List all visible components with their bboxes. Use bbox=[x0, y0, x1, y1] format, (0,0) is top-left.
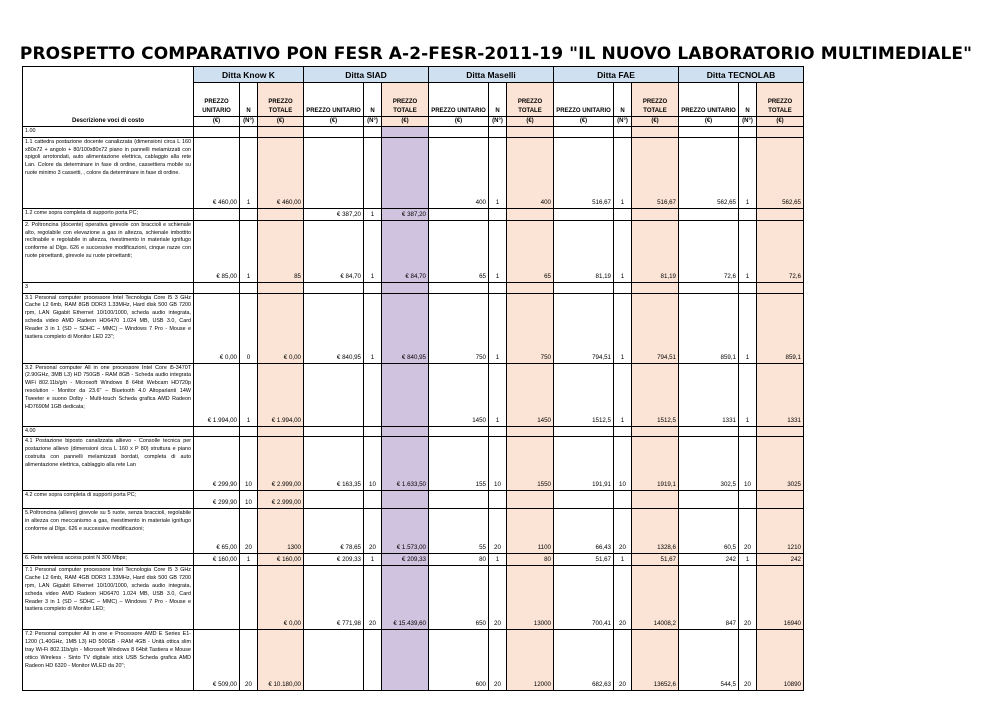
quantity-cell bbox=[364, 127, 382, 138]
unit-price-cell bbox=[554, 282, 614, 293]
total-price-cell: 3025 bbox=[757, 437, 804, 491]
quantity-cell bbox=[240, 127, 258, 138]
quantity-cell: 20 bbox=[240, 509, 258, 554]
quantity-cell: 1 bbox=[364, 208, 382, 220]
siad-unit-header: PREZZO UNITARIO bbox=[304, 83, 364, 117]
total-price-cell: 1300 bbox=[258, 509, 304, 554]
unit-price-cell bbox=[679, 208, 739, 220]
item-description: 7.2 Personal computer All in one e Processore AMD E Series E1-1200 (1.40GHz, 1MB L3) HD 500GB - RAM 4GB - Unità ottica slim tray Wi-Fi 802.11b/g/n - Microsoft Windows 8 64bit Tastiera e Mouse ottico Wireless - Sinto TV digitale stick USB Scheda grafica AMD Radeon HD 6320 - Monitor WLED da 20"; bbox=[23, 630, 194, 691]
total-price-cell: 13652,6 bbox=[632, 630, 679, 691]
corner-cell bbox=[23, 67, 194, 117]
unit-price-cell: 242 bbox=[679, 554, 739, 566]
total-price-cell bbox=[757, 491, 804, 509]
siad-tot-header: PREZZO TOTALE bbox=[382, 83, 429, 117]
total-price-cell: 1331 bbox=[757, 363, 804, 426]
total-price-cell: 65 bbox=[507, 220, 554, 282]
table-body bbox=[23, 127, 804, 691]
quantity-cell: 10 bbox=[364, 437, 382, 491]
total-price-cell bbox=[258, 208, 304, 220]
total-price-cell bbox=[382, 282, 429, 293]
item-description: 4.2 come sopra completa di supporti porta PC; bbox=[23, 491, 194, 509]
table-row bbox=[23, 426, 804, 437]
total-price-cell bbox=[258, 282, 304, 293]
total-price-cell: 1512,5 bbox=[632, 363, 679, 426]
unit-label: (€) bbox=[258, 117, 304, 127]
item-description: 2. Poltroncina (docente) operativa girevole con braccioli e schienale alto, regolabile con elevazione a gas in altezza, schienale imbottito reclinabile e regolabile in altezza, rivestimento in materiale ignifugo conforme al Dlgs. 626 e successive modificazioni, cinque razze con ruote piroettanti, girevole su ruote piroettanti; bbox=[23, 220, 194, 282]
unit-price-cell: 562,65 bbox=[679, 137, 739, 208]
quantity-cell bbox=[240, 426, 258, 437]
item-description: 3 bbox=[23, 282, 194, 293]
quantity-cell: 1 bbox=[364, 293, 382, 363]
total-price-cell: 750 bbox=[507, 293, 554, 363]
quantity-cell: 1 bbox=[240, 363, 258, 426]
total-price-cell: € 1.633,50 bbox=[382, 437, 429, 491]
item-description: 1.1 cattedra postazione docente canalizzata (dimensioni circa L 160 x80x72 + angolo + 80/100x80x72 piano in pannelli melamizzati con spigoli arrotondati, auto alimentazione elettrica, cablaggio alla rete Lan. Colore da determinare in fase di ordine, cassettiera mobile su ruote minimo 3 cassetti, , colore da determinare in fase di ordine. bbox=[23, 137, 194, 208]
quantity-cell: 20 bbox=[614, 630, 632, 691]
unit-price-cell: € 840,95 bbox=[304, 293, 364, 363]
quantity-cell bbox=[739, 426, 757, 437]
unit-price-cell bbox=[304, 282, 364, 293]
unit-price-cell: 794,51 bbox=[554, 293, 614, 363]
item-description: 7.1 Personal computer processore Intel Tecnologia Core I5 3 GHz Cache L2 6mb, RAM 4GB DDR3 1.33MHz, Hard disk 500 GB 7200 rpm, LAN Gigabit Ethernet 10/100/1000, scheda audio integrata, scheda video AMD Radeon HD6470 1.024 MB, USB 3.0, Card Reader 3 in 1 (SD – SDHC – MMC) – Windows 7 Pro - Mouse e tastiera completo di Monitor LED; bbox=[23, 566, 194, 630]
quantity-cell: 1 bbox=[739, 293, 757, 363]
total-price-cell: € 209,33 bbox=[382, 554, 429, 566]
unit-price-cell bbox=[304, 363, 364, 426]
quantity-cell: 1 bbox=[739, 137, 757, 208]
unit-price-cell: 1450 bbox=[429, 363, 489, 426]
kk-tot-header: PREZZO TOTALE bbox=[258, 83, 304, 117]
total-price-cell: 72,6 bbox=[757, 220, 804, 282]
quantity-cell: 1 bbox=[489, 137, 507, 208]
unit-price-cell: € 509,00 bbox=[194, 630, 240, 691]
quantity-cell: 1 bbox=[240, 137, 258, 208]
unit-price-cell: 51,67 bbox=[554, 554, 614, 566]
quantity-cell bbox=[364, 630, 382, 691]
kk-n-header: N bbox=[240, 83, 258, 117]
quantity-cell bbox=[614, 426, 632, 437]
unit-label: (N°) bbox=[240, 117, 258, 127]
quantity-cell: 20 bbox=[240, 630, 258, 691]
item-description: 6. Rete wireless access point N 300 Mbps; bbox=[23, 554, 194, 566]
total-price-cell: € 0,00 bbox=[258, 293, 304, 363]
quantity-cell: 10 bbox=[240, 437, 258, 491]
total-price-cell bbox=[632, 208, 679, 220]
item-description: 1.00 bbox=[23, 127, 194, 138]
total-price-cell bbox=[382, 137, 429, 208]
total-price-cell bbox=[632, 282, 679, 293]
unit-price-cell: 400 bbox=[429, 137, 489, 208]
comparison-table bbox=[22, 66, 804, 691]
quantity-cell: 20 bbox=[489, 509, 507, 554]
fae-n-header: N bbox=[614, 83, 632, 117]
total-price-cell: € 1.994,00 bbox=[258, 363, 304, 426]
quantity-cell: 1 bbox=[489, 554, 507, 566]
fae-unit-header: PREZZO UNITARIO bbox=[554, 83, 614, 117]
unit-price-cell: € 163,35 bbox=[304, 437, 364, 491]
quantity-cell bbox=[364, 426, 382, 437]
unit-price-cell: € 65,00 bbox=[194, 509, 240, 554]
maselli-tot-header: PREZZO TOTALE bbox=[507, 83, 554, 117]
total-price-cell: 85 bbox=[258, 220, 304, 282]
quantity-cell: 1 bbox=[489, 363, 507, 426]
quantity-cell: 1 bbox=[489, 293, 507, 363]
quantity-cell: 1 bbox=[489, 220, 507, 282]
quantity-cell bbox=[240, 208, 258, 220]
unit-price-cell bbox=[429, 208, 489, 220]
quantity-cell: 1 bbox=[614, 363, 632, 426]
unit-price-cell bbox=[554, 208, 614, 220]
total-price-cell: 14008,2 bbox=[632, 566, 679, 630]
unit-price-cell: € 78,65 bbox=[304, 509, 364, 554]
total-price-cell bbox=[258, 127, 304, 138]
quantity-cell: 1 bbox=[614, 220, 632, 282]
unit-price-cell bbox=[194, 426, 240, 437]
kk-unit-header: PREZZO UNITARIO bbox=[194, 83, 240, 117]
unit-price-cell bbox=[429, 491, 489, 509]
unit-price-cell: 516,67 bbox=[554, 137, 614, 208]
item-description: 1.2 come sopra completa di supporto porta PC; bbox=[23, 208, 194, 220]
quantity-cell bbox=[364, 282, 382, 293]
quantity-cell: 20 bbox=[364, 509, 382, 554]
table-row bbox=[23, 208, 804, 220]
quantity-cell bbox=[614, 282, 632, 293]
unit-price-cell: 80 bbox=[429, 554, 489, 566]
unit-price-cell: 750 bbox=[429, 293, 489, 363]
total-price-cell: 1100 bbox=[507, 509, 554, 554]
total-price-cell: € 15.439,60 bbox=[382, 566, 429, 630]
total-price-cell bbox=[632, 491, 679, 509]
firm-siad: Ditta SIAD bbox=[304, 67, 429, 83]
total-price-cell: 1550 bbox=[507, 437, 554, 491]
total-price-cell: 80 bbox=[507, 554, 554, 566]
quantity-cell bbox=[489, 282, 507, 293]
unit-label: (€) bbox=[679, 117, 739, 127]
unit-price-cell: € 299,90 bbox=[194, 437, 240, 491]
total-price-cell: 516,67 bbox=[632, 137, 679, 208]
item-description: 5.Poltroncina (allievo) girevole su 5 ruote, senza braccioli, regolabile in altezza con meccanismo a gas, rivestimento in materiale ignifugo conforme al Dlgs. 626 e successive modificazioni; bbox=[23, 509, 194, 554]
unit-price-cell bbox=[554, 127, 614, 138]
total-price-cell: € 1.573,00 bbox=[382, 509, 429, 554]
quantity-cell: 20 bbox=[614, 509, 632, 554]
table-row bbox=[23, 554, 804, 566]
quantity-cell bbox=[364, 137, 382, 208]
quantity-cell: 10 bbox=[240, 491, 258, 509]
total-price-cell: 1450 bbox=[507, 363, 554, 426]
quantity-cell: 1 bbox=[240, 554, 258, 566]
unit-price-cell: 72,6 bbox=[679, 220, 739, 282]
total-price-cell bbox=[382, 491, 429, 509]
table-row bbox=[23, 491, 804, 509]
unit-price-cell: 847 bbox=[679, 566, 739, 630]
total-price-cell: € 84,70 bbox=[382, 220, 429, 282]
total-price-cell: € 160,00 bbox=[258, 554, 304, 566]
quantity-cell bbox=[614, 208, 632, 220]
total-price-cell bbox=[382, 363, 429, 426]
total-price-cell: € 2.999,00 bbox=[258, 491, 304, 509]
quantity-cell: 1 bbox=[739, 363, 757, 426]
unit-price-cell: 191,91 bbox=[554, 437, 614, 491]
table-row bbox=[23, 127, 804, 138]
unit-label: (€) bbox=[429, 117, 489, 127]
total-price-cell: € 840,95 bbox=[382, 293, 429, 363]
firm-tecnolab: Ditta TECNOLAB bbox=[679, 67, 804, 83]
total-price-cell: 12000 bbox=[507, 630, 554, 691]
tecnolab-unit-header: PREZZO UNITARIO bbox=[679, 83, 739, 117]
table-row bbox=[23, 137, 804, 208]
unit-price-cell: 650 bbox=[429, 566, 489, 630]
unit-label: (€) bbox=[382, 117, 429, 127]
unit-price-cell bbox=[194, 566, 240, 630]
unit-label: (€) bbox=[194, 117, 240, 127]
firm-maselli: Ditta Maselli bbox=[429, 67, 554, 83]
quantity-cell bbox=[739, 282, 757, 293]
total-price-cell bbox=[757, 426, 804, 437]
total-price-cell: 16940 bbox=[757, 566, 804, 630]
quantity-cell: 20 bbox=[364, 566, 382, 630]
total-price-cell: 1919,1 bbox=[632, 437, 679, 491]
unit-label: (€) bbox=[554, 117, 614, 127]
total-price-cell bbox=[382, 630, 429, 691]
unit-price-cell: 55 bbox=[429, 509, 489, 554]
unit-price-cell: 1512,5 bbox=[554, 363, 614, 426]
unit-price-cell bbox=[679, 282, 739, 293]
unit-label: (N°) bbox=[489, 117, 507, 127]
quantity-cell bbox=[489, 491, 507, 509]
unit-price-cell: 544,5 bbox=[679, 630, 739, 691]
unit-price-cell: 682,63 bbox=[554, 630, 614, 691]
unit-price-cell bbox=[554, 491, 614, 509]
quantity-cell: 1 bbox=[739, 554, 757, 566]
firm-fae: Ditta FAE bbox=[554, 67, 679, 83]
unit-price-cell: 66,43 bbox=[554, 509, 614, 554]
total-price-cell bbox=[507, 127, 554, 138]
item-description: 3.2 Personal computer All in one processore Intel Core i5-3470T (2.90GHz, 3MB L3) HD 750GB - RAM 8GB - Scheda audio integrata WiFi 802.11b/g/n - Microsoft Windows 8 64bit Webcam HD720p resolution - Monitor da 23.6" – Bluetooth 4.0 Altoparlanti 14W Tweeter e suono Dolby - Multi-touch Scheda grafica AMD Radeon HD7690M 1GB dedicata; bbox=[23, 363, 194, 426]
total-price-cell bbox=[757, 127, 804, 138]
unit-label: (€) bbox=[757, 117, 804, 127]
total-price-cell: 51,67 bbox=[632, 554, 679, 566]
table-row bbox=[23, 566, 804, 630]
total-price-cell: € 387,20 bbox=[382, 208, 429, 220]
quantity-cell bbox=[240, 282, 258, 293]
unit-label: (€) bbox=[304, 117, 364, 127]
tecnolab-tot-header: PREZZO TOTALE bbox=[757, 83, 804, 117]
total-price-cell: € 0,00 bbox=[258, 566, 304, 630]
desc-header: Descrizione voci di costo bbox=[23, 117, 194, 127]
table-row bbox=[23, 363, 804, 426]
unit-price-cell: 1331 bbox=[679, 363, 739, 426]
quantity-cell: 10 bbox=[739, 437, 757, 491]
unit-price-cell bbox=[304, 127, 364, 138]
total-price-cell: € 10.180,00 bbox=[258, 630, 304, 691]
unit-price-cell: 155 bbox=[429, 437, 489, 491]
total-price-cell: 81,19 bbox=[632, 220, 679, 282]
total-price-cell bbox=[632, 426, 679, 437]
unit-price-cell: € 771,98 bbox=[304, 566, 364, 630]
unit-price-cell: 65 bbox=[429, 220, 489, 282]
firm-know-k: Ditta Know K bbox=[194, 67, 304, 83]
total-price-cell: 10890 bbox=[757, 630, 804, 691]
quantity-cell bbox=[489, 127, 507, 138]
quantity-cell bbox=[614, 127, 632, 138]
unit-label: (N°) bbox=[364, 117, 382, 127]
unit-price-cell bbox=[429, 282, 489, 293]
total-price-cell bbox=[382, 127, 429, 138]
unit-label: (N°) bbox=[614, 117, 632, 127]
total-price-cell bbox=[507, 208, 554, 220]
unit-price-cell: 700,41 bbox=[554, 566, 614, 630]
quantity-cell: 20 bbox=[614, 566, 632, 630]
quantity-cell bbox=[739, 208, 757, 220]
quantity-cell: 20 bbox=[489, 630, 507, 691]
quantity-cell: 1 bbox=[364, 554, 382, 566]
table-row bbox=[23, 220, 804, 282]
unit-price-cell: € 85,00 bbox=[194, 220, 240, 282]
quantity-cell: 20 bbox=[739, 509, 757, 554]
quantity-cell: 0 bbox=[240, 293, 258, 363]
tecnolab-n-header: N bbox=[739, 83, 757, 117]
table-row bbox=[23, 282, 804, 293]
quantity-cell bbox=[364, 363, 382, 426]
total-price-cell bbox=[507, 491, 554, 509]
quantity-cell: 10 bbox=[489, 437, 507, 491]
unit-price-cell: € 1.994,00 bbox=[194, 363, 240, 426]
total-price-cell: 13000 bbox=[507, 566, 554, 630]
total-price-cell: 1210 bbox=[757, 509, 804, 554]
quantity-cell: 1 bbox=[739, 220, 757, 282]
page-title: PROSPETTO COMPARATIVO PON FESR A-2-FESR-2011-19 "IL NUOVO LABORATORIO MULTIMEDIALE" bbox=[19, 44, 973, 64]
unit-price-cell bbox=[304, 426, 364, 437]
maselli-n-header: N bbox=[489, 83, 507, 117]
unit-price-cell: 81,19 bbox=[554, 220, 614, 282]
total-price-cell bbox=[507, 282, 554, 293]
unit-price-cell: 302,5 bbox=[679, 437, 739, 491]
table-row bbox=[23, 293, 804, 363]
unit-price-cell: 600 bbox=[429, 630, 489, 691]
quantity-cell: 20 bbox=[739, 566, 757, 630]
total-price-cell bbox=[632, 127, 679, 138]
unit-label: (N°) bbox=[739, 117, 757, 127]
quantity-cell bbox=[614, 491, 632, 509]
total-price-cell: 1328,6 bbox=[632, 509, 679, 554]
unit-price-cell bbox=[554, 426, 614, 437]
table-row bbox=[23, 437, 804, 491]
unit-price-cell bbox=[194, 127, 240, 138]
quantity-cell bbox=[489, 208, 507, 220]
unit-price-cell bbox=[304, 137, 364, 208]
total-price-cell bbox=[507, 426, 554, 437]
unit-price-cell: 859,1 bbox=[679, 293, 739, 363]
unit-price-cell: € 84,70 bbox=[304, 220, 364, 282]
maselli-unit-header: PREZZO UNITARIO bbox=[429, 83, 489, 117]
total-price-cell bbox=[258, 426, 304, 437]
unit-price-cell bbox=[304, 491, 364, 509]
table-row bbox=[23, 630, 804, 691]
total-price-cell bbox=[757, 282, 804, 293]
unit-price-cell bbox=[304, 630, 364, 691]
unit-label: (€) bbox=[507, 117, 554, 127]
unit-price-cell: € 160,00 bbox=[194, 554, 240, 566]
unit-price-cell: € 209,33 bbox=[304, 554, 364, 566]
unit-price-cell: 60,5 bbox=[679, 509, 739, 554]
fae-tot-header: PREZZO TOTALE bbox=[632, 83, 679, 117]
total-price-cell bbox=[757, 208, 804, 220]
total-price-cell bbox=[382, 426, 429, 437]
quantity-cell bbox=[240, 566, 258, 630]
total-price-cell: 562,65 bbox=[757, 137, 804, 208]
quantity-cell: 1 bbox=[614, 554, 632, 566]
unit-price-cell bbox=[429, 426, 489, 437]
quantity-cell: 1 bbox=[364, 220, 382, 282]
quantity-cell: 1 bbox=[614, 293, 632, 363]
total-price-cell: 794,51 bbox=[632, 293, 679, 363]
quantity-cell bbox=[364, 491, 382, 509]
quantity-cell: 20 bbox=[739, 630, 757, 691]
item-description: 3.1 Personal computer processore Intel Tecnologia Core I5 3 GHz Cache L2 6mb, RAM 8GB DDR3 1.33MHz, Hard disk 500 GB 7200 rpm, LAN Gigabit Ethernet 10/100/1000, scheda audio integrata, scheda video AMD Radeon HD6470 1.024 MB, USB 3.0, Card Reader 3 in 1 (SD – SDHC – MMC) – Windows 7 Pro - Mouse e tastiera completo di Monitor LED 23"; bbox=[23, 293, 194, 363]
unit-price-cell: € 460,00 bbox=[194, 137, 240, 208]
quantity-cell bbox=[489, 426, 507, 437]
unit-label: (€) bbox=[632, 117, 679, 127]
unit-price-cell: € 0,00 bbox=[194, 293, 240, 363]
total-price-cell: 242 bbox=[757, 554, 804, 566]
unit-price-cell: € 387,20 bbox=[304, 208, 364, 220]
quantity-cell: 1 bbox=[614, 137, 632, 208]
item-description: 4.1 Postazione biposto canalizzata allievo - Consolle tecnica per postazione allievo (dimensioni circa L 160 x P 80) struttura e piano costruita con pannelli melamizzati bordati, completa di auto alimentazione elettrica, cablaggio alla rete Lan bbox=[23, 437, 194, 491]
unit-price-cell: € 299,90 bbox=[194, 491, 240, 509]
unit-price-cell bbox=[679, 127, 739, 138]
total-price-cell: 859,1 bbox=[757, 293, 804, 363]
quantity-cell bbox=[739, 491, 757, 509]
unit-price-cell bbox=[194, 282, 240, 293]
total-price-cell: 400 bbox=[507, 137, 554, 208]
table-row bbox=[23, 509, 804, 554]
unit-price-cell bbox=[679, 426, 739, 437]
unit-price-cell bbox=[679, 491, 739, 509]
quantity-cell bbox=[739, 127, 757, 138]
item-description: 4.00 bbox=[23, 426, 194, 437]
quantity-cell: 10 bbox=[614, 437, 632, 491]
quantity-cell: 20 bbox=[489, 566, 507, 630]
unit-price-cell bbox=[194, 208, 240, 220]
quantity-cell: 1 bbox=[240, 220, 258, 282]
total-price-cell: € 2.999,00 bbox=[258, 437, 304, 491]
unit-price-cell bbox=[429, 127, 489, 138]
siad-n-header: N bbox=[364, 83, 382, 117]
total-price-cell: € 460,00 bbox=[258, 137, 304, 208]
